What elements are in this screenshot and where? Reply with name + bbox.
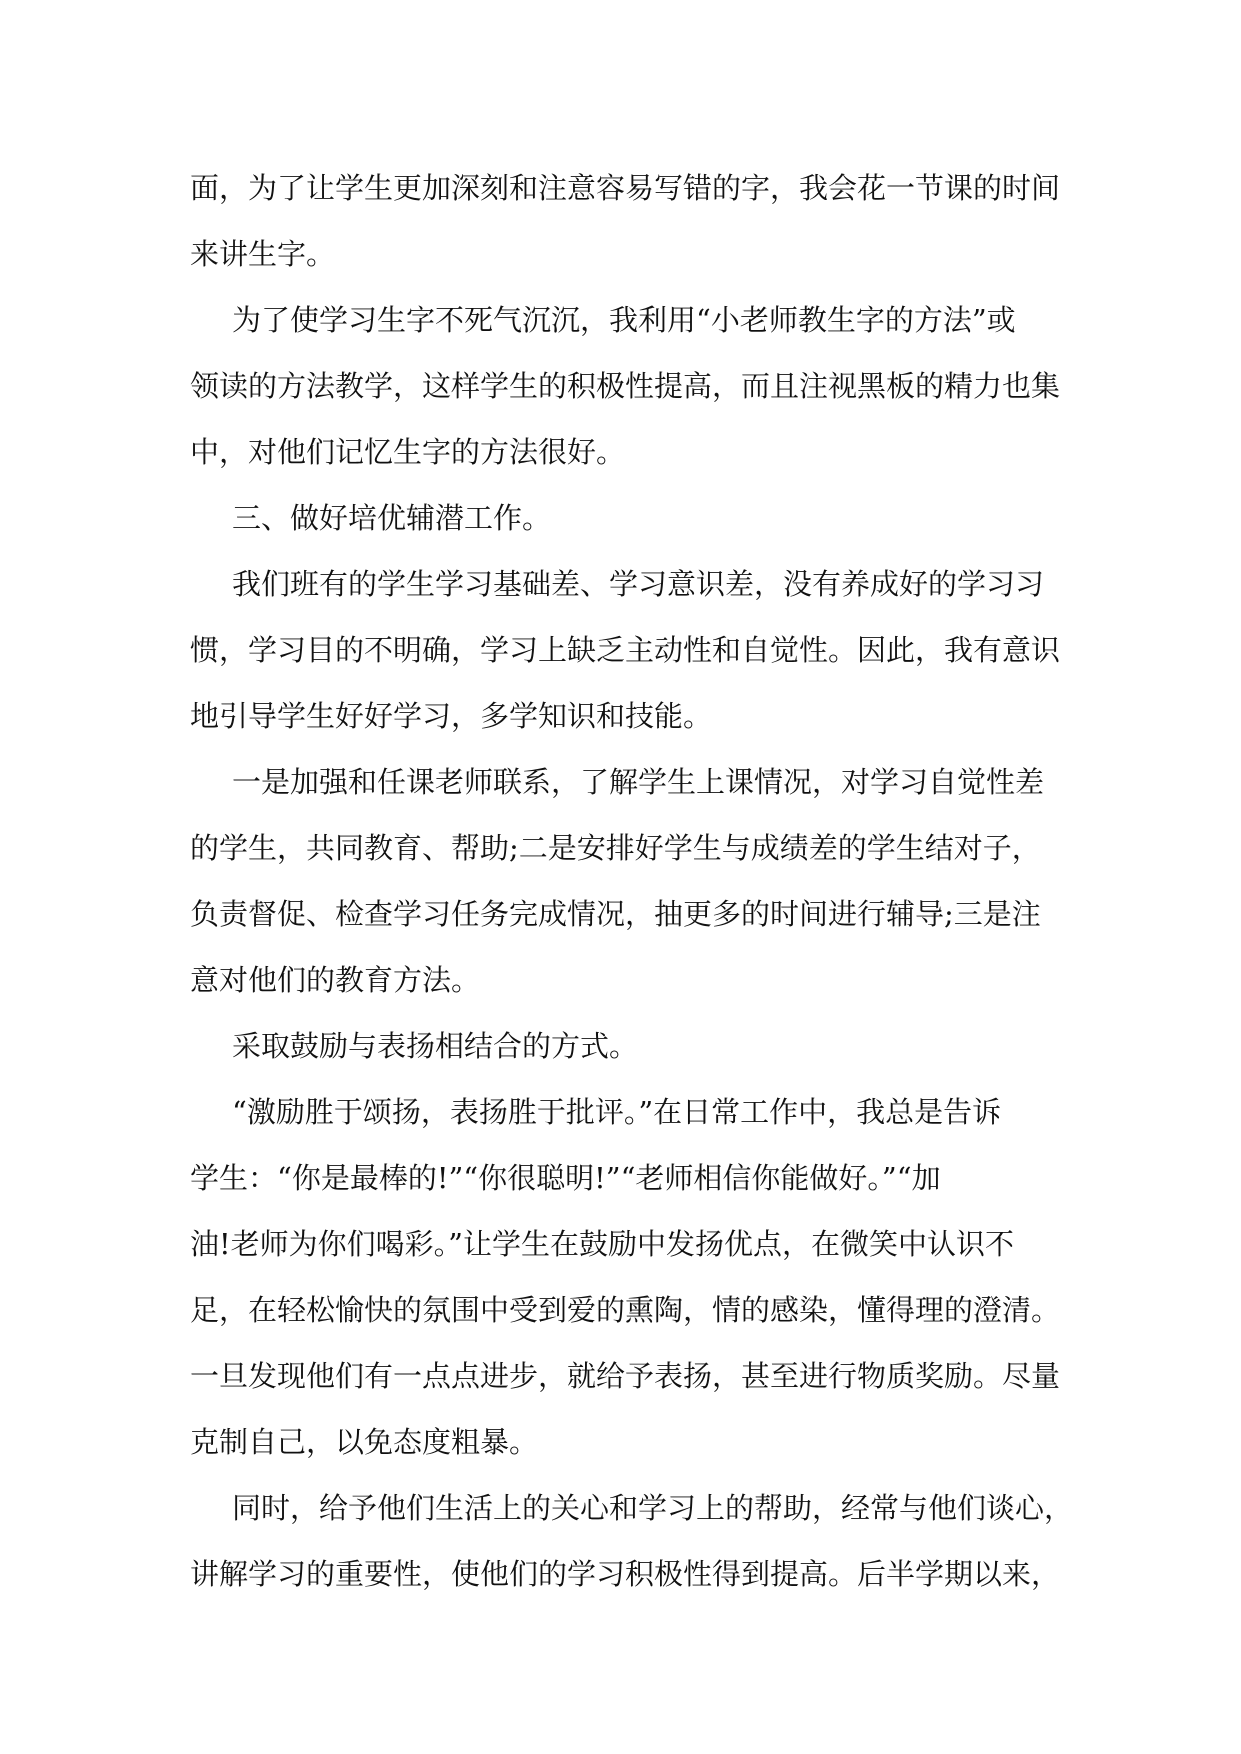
text-line: 学生：“你是最棒的!”“你很聪明!”“老师相信你能做好。”“加 xyxy=(190,1161,941,1195)
text-line: 的学生，共同教育、帮助;二是安排好学生与成绩差的学生结对子， xyxy=(190,831,1041,865)
text-line: 地引导学生好好学习，多学知识和技能。 xyxy=(190,699,713,733)
paragraph-8 xyxy=(190,1475,1074,1607)
text-line: 讲解学习的重要性，使他们的学习积极性得到提高。后半学期以来， xyxy=(190,1557,1061,1591)
text-line: 采取鼓励与表扬相结合的方式。 xyxy=(232,1029,639,1063)
text-line: 一旦发现他们有一点点进步，就给予表扬，甚至进行物质奖励。尽量 xyxy=(190,1359,1061,1393)
paragraph-7 xyxy=(190,1079,1060,1475)
text-line: 同时，给予他们生活上的关心和学习上的帮助，经常与他们谈心， xyxy=(232,1491,1074,1525)
text-line: 为了使学习生字不死气沉沉，我利用“小老师教生字的方法”或 xyxy=(232,303,1016,337)
text-line: 足，在轻松愉快的氛围中受到爱的熏陶，情的感染，懂得理的澄清。 xyxy=(190,1293,1061,1327)
paragraph-5 xyxy=(190,749,1060,1013)
text-line: “激励胜于颂扬，表扬胜于批评。”在日常工作中，我总是告诉 xyxy=(232,1095,1002,1129)
text-line: 我们班有的学生学习基础差、学习意识差，没有养成好的学习习 xyxy=(232,567,1045,601)
text-line: 油!老师为你们喝彩。”让学生在鼓励中发扬优点，在微笑中认识不 xyxy=(190,1227,1014,1261)
text-line: 领读的方法教学，这样学生的积极性提高，而且注视黑板的精力也集 xyxy=(190,369,1061,403)
paragraph-2 xyxy=(190,287,1060,485)
text-line: 克制自己，以免态度粗暴。 xyxy=(190,1425,539,1459)
text-line: 中，对他们记忆生字的方法很好。 xyxy=(190,435,626,469)
text-line: 一是加强和任课老师联系，了解学生上课情况，对学习自觉性差 xyxy=(232,765,1045,799)
paragraph-1 xyxy=(190,155,1060,287)
section-heading xyxy=(190,485,1060,551)
text-line: 惯，学习目的不明确，学习上缺乏主动性和自觉性。因此，我有意识 xyxy=(190,633,1061,667)
paragraph-4 xyxy=(190,551,1060,749)
paragraph-6 xyxy=(190,1013,1060,1079)
text-line: 三、做好培优辅潜工作。 xyxy=(232,501,552,535)
text-line: 来讲生字。 xyxy=(190,237,336,271)
text-line: 面，为了让学生更加深刻和注意容易写错的字，我会花一节课的时间 xyxy=(190,171,1061,205)
document-page xyxy=(190,155,1074,1607)
text-line: 负责督促、检查学习任务完成情况，抽更多的时间进行辅导;三是注 xyxy=(190,897,1041,931)
text-line: 意对他们的教育方法。 xyxy=(190,963,481,997)
